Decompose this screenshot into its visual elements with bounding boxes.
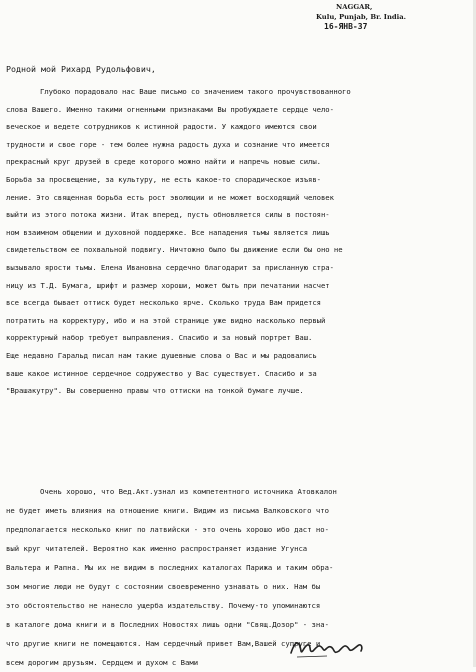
paragraph-1	[6, 83, 468, 400]
text-line: в каталоге дома книги и в Последних Новостях лишь одни "Свящ.Дозор" - зна-	[6, 620, 330, 629]
text-line: Глубоко порадовало нас Ваше письмо со значением такого прочувствованного	[40, 87, 351, 96]
text-line: предполагается несколько книг по латвийски - это очень хорошо ибо даст но-	[6, 525, 330, 534]
text-line: всем дорогим друзьям. Сердцем и духом с Вами	[6, 658, 199, 667]
text-line: Очень хорошо, что Вед.Акт.узнал из компетентного источника Атовкалон	[40, 487, 337, 496]
text-line: свидетельством ее похвальной подвигу. Ничтожно было бы движение если бы оно не	[6, 245, 343, 255]
salutation: Родной мой Рихард Рудольфович,	[6, 64, 156, 74]
text-line: "Врашакутру". Вы совершенно правы что оттиски на тонкой бумаге лучше.	[6, 386, 304, 396]
text-line: Вальтера и Рапна. Мы их не видим в последних каталогах Парижа и таким обра-	[6, 563, 334, 572]
text-line: это обстоятельство не нанесло ущерба издательству. Почему-то упоминаются	[6, 601, 321, 610]
letterhead-place: NAGGAR,	[336, 3, 373, 11]
text-line: вызывало ярости тьмы. Елена Ивановна сердечно благодарит за присланную стра-	[6, 262, 334, 272]
signature-mark	[287, 633, 367, 661]
text-line: не будет иметь влияния на отношение книги. Видим из письма Валковского что	[6, 506, 330, 515]
text-line: трудности и свое горе - тем более нужна радость духа и сознание что имеется	[6, 139, 330, 149]
paragraph-2	[6, 482, 468, 672]
text-line: Борьба за просвещение, за культуру, не есть какое-то спорадическое изъяв-	[6, 174, 321, 184]
letter-date: 16-ЯНВ-37	[324, 22, 368, 31]
text-line: веческое и ведете сотрудников к истинной радости. У каждого имеются свои	[6, 122, 317, 132]
text-line: корректурный набор требует выправления. Спасибо и за новый портрет Ваш.	[6, 333, 313, 343]
text-line: слова Вашего. Именно такими огненными признаками Вы пробуждаете сердце чело-	[6, 104, 334, 114]
text-line: прекрасный круг друзей в среде которого можно найти и напречь новые силы.	[6, 157, 321, 167]
letterhead-region: Kulu, Punjab, Br. India.	[316, 13, 406, 21]
text-line: ном взаимном общении и духовной поддержке. Все нападения тьмы является лишь	[6, 227, 330, 237]
text-line: все всегда бывает оттиск будет несколько ярче. Сколько труда Вам придется	[6, 298, 321, 308]
text-line: что другие книги не помещаются. Нам сердечный привет Вам,Вашей супруге и	[6, 639, 321, 648]
text-line: ницу из Т.Д. Бумага, шрифт и размер хороши, может быть при печатании насчет	[6, 280, 330, 290]
text-line: Еще недавно Гаральд писал нам такие душевные слова о Вас и мы радовались	[6, 350, 317, 360]
letterhead	[316, 2, 406, 32]
text-line: вый круг читателей. Вероятно как именно распространяет издание Угунса	[6, 544, 308, 553]
text-line: зом многие люди не будут с состоянии своевременно узнавать о них. Нам бы	[6, 582, 321, 591]
text-line: ление. Это священная борьба есть рост эволюции и не может восходящий человек	[6, 192, 334, 202]
text-line: потратить на корректуру, ибо и на этой странице уже видно насколько первый	[6, 315, 326, 325]
text-line: выйти из этого потока жизни. Итак вперед, пусть обновляется силы в постоян-	[6, 210, 330, 220]
text-line: ваше какое истинное сердечное содружество у Вас существует. Спасибо и за	[6, 368, 317, 378]
